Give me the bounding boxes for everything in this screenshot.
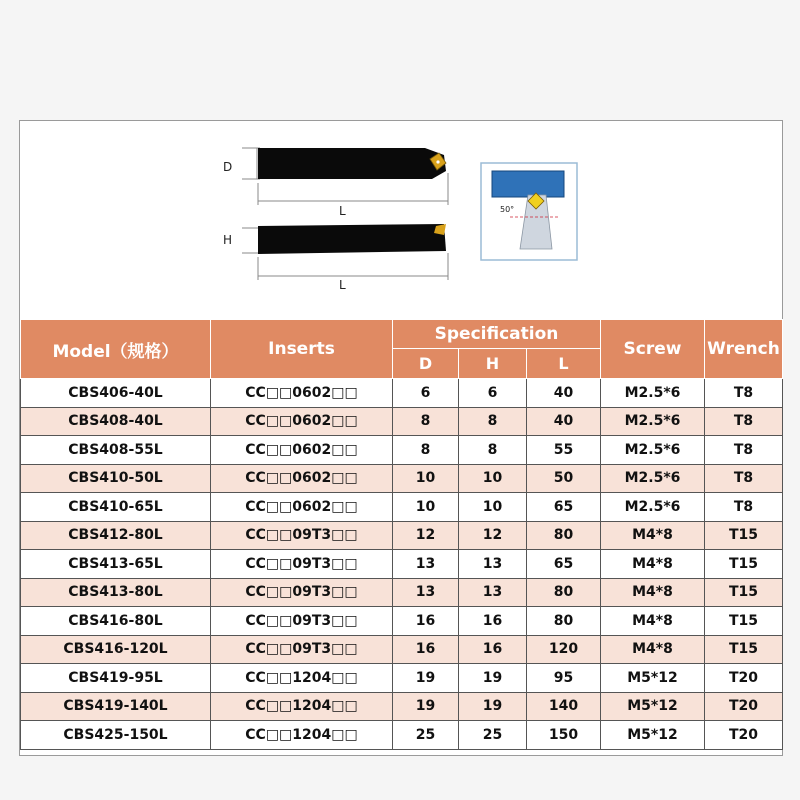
tool-drawing — [20, 121, 782, 319]
cell-insert: CC□□0602□□ — [211, 407, 393, 436]
cell-d: 10 — [393, 464, 459, 493]
cell-insert: CC□□09T3□□ — [211, 521, 393, 550]
cell-l: 40 — [527, 407, 601, 436]
cell-h: 8 — [459, 436, 527, 465]
cell-model: CBS416-80L — [21, 607, 211, 636]
cell-l: 80 — [527, 607, 601, 636]
cell-h: 12 — [459, 521, 527, 550]
cell-screw: M5*12 — [601, 692, 705, 721]
cell-insert: CC□□0602□□ — [211, 464, 393, 493]
header-inserts: Inserts — [211, 320, 393, 379]
cell-d: 6 — [393, 379, 459, 408]
cell-screw: M4*8 — [601, 550, 705, 579]
cell-insert: CC□□0602□□ — [211, 493, 393, 522]
table-row — [21, 635, 783, 664]
cell-h: 6 — [459, 379, 527, 408]
header-wrench: Wrench — [705, 320, 783, 379]
cell-screw: M2.5*6 — [601, 493, 705, 522]
header-specification: Specification — [393, 320, 601, 349]
table-row — [21, 493, 783, 522]
cell-wrench: T20 — [705, 664, 783, 693]
dimension-d-label: D — [223, 160, 233, 174]
cell-h: 25 — [459, 721, 527, 750]
cell-d: 12 — [393, 521, 459, 550]
cell-h: 19 — [459, 692, 527, 721]
cell-model: CBS413-80L — [21, 578, 211, 607]
cell-h: 13 — [459, 578, 527, 607]
cell-l: 50 — [527, 464, 601, 493]
cell-d: 16 — [393, 607, 459, 636]
cell-model: CBS419-95L — [21, 664, 211, 693]
cell-d: 16 — [393, 635, 459, 664]
cell-screw: M2.5*6 — [601, 436, 705, 465]
cell-insert: CC□□0602□□ — [211, 436, 393, 465]
cell-d: 10 — [393, 493, 459, 522]
cell-wrench: T8 — [705, 407, 783, 436]
header-d: D — [393, 349, 459, 379]
cell-wrench: T8 — [705, 436, 783, 465]
table-row — [21, 664, 783, 693]
cell-insert: CC□□09T3□□ — [211, 607, 393, 636]
cell-insert: CC□□1204□□ — [211, 664, 393, 693]
cell-insert: CC□□09T3□□ — [211, 550, 393, 579]
cell-d: 19 — [393, 664, 459, 693]
cell-model: CBS408-55L — [21, 436, 211, 465]
dimension-l-bottom-label: L — [339, 278, 346, 292]
cell-model: CBS425-150L — [21, 721, 211, 750]
cell-d: 19 — [393, 692, 459, 721]
cell-h: 19 — [459, 664, 527, 693]
holder-side-view — [242, 224, 448, 280]
boring-detail-diagram — [481, 163, 577, 260]
cell-wrench: T15 — [705, 550, 783, 579]
cell-insert: CC□□09T3□□ — [211, 635, 393, 664]
cell-screw: M4*8 — [601, 607, 705, 636]
cell-h: 16 — [459, 607, 527, 636]
cell-model: CBS408-40L — [21, 407, 211, 436]
cell-model: CBS412-80L — [21, 521, 211, 550]
cell-wrench: T20 — [705, 692, 783, 721]
cell-d: 13 — [393, 550, 459, 579]
cell-screw: M5*12 — [601, 721, 705, 750]
cell-insert: CC□□1204□□ — [211, 692, 393, 721]
cell-screw: M4*8 — [601, 521, 705, 550]
table-row — [21, 521, 783, 550]
angle-label: 50° — [500, 205, 515, 214]
cell-screw: M5*12 — [601, 664, 705, 693]
table-row — [21, 379, 783, 408]
cell-h: 8 — [459, 407, 527, 436]
cell-model: CBS410-65L — [21, 493, 211, 522]
dimension-h-label: H — [223, 233, 233, 247]
dimension-l-top-label: L — [339, 204, 346, 218]
header-h: H — [459, 349, 527, 379]
cell-l: 80 — [527, 578, 601, 607]
cell-wrench: T15 — [705, 635, 783, 664]
cell-wrench: T20 — [705, 721, 783, 750]
table-row — [21, 578, 783, 607]
cell-screw: M4*8 — [601, 578, 705, 607]
cell-h: 16 — [459, 635, 527, 664]
cell-d: 8 — [393, 407, 459, 436]
cell-wrench: T15 — [705, 578, 783, 607]
cell-l: 65 — [527, 550, 601, 579]
header-l: L — [527, 349, 601, 379]
table-row — [21, 464, 783, 493]
table-row — [21, 407, 783, 436]
cell-l: 80 — [527, 521, 601, 550]
spec-table — [20, 319, 783, 750]
table-row — [21, 692, 783, 721]
cell-insert: CC□□09T3□□ — [211, 578, 393, 607]
cell-insert: CC□□1204□□ — [211, 721, 393, 750]
cell-l: 140 — [527, 692, 601, 721]
cell-screw: M2.5*6 — [601, 379, 705, 408]
table-row — [21, 721, 783, 750]
cell-screw: M4*8 — [601, 635, 705, 664]
cell-model: CBS416-120L — [21, 635, 211, 664]
cell-model: CBS406-40L — [21, 379, 211, 408]
cell-l: 40 — [527, 379, 601, 408]
table-row — [21, 607, 783, 636]
cell-d: 13 — [393, 578, 459, 607]
cell-h: 10 — [459, 493, 527, 522]
cell-l: 95 — [527, 664, 601, 693]
header-screw: Screw — [601, 320, 705, 379]
cell-screw: M2.5*6 — [601, 407, 705, 436]
cell-screw: M2.5*6 — [601, 464, 705, 493]
cell-wrench: T15 — [705, 521, 783, 550]
cell-d: 8 — [393, 436, 459, 465]
cell-d: 25 — [393, 721, 459, 750]
cell-h: 13 — [459, 550, 527, 579]
cell-l: 65 — [527, 493, 601, 522]
cell-wrench: T15 — [705, 607, 783, 636]
cell-wrench: T8 — [705, 493, 783, 522]
cell-wrench: T8 — [705, 464, 783, 493]
cell-wrench: T8 — [705, 379, 783, 408]
cell-l: 150 — [527, 721, 601, 750]
cell-model: CBS410-50L — [21, 464, 211, 493]
holder-top-view — [242, 148, 448, 205]
tool-drawing-svg — [20, 121, 782, 319]
cell-h: 10 — [459, 464, 527, 493]
cell-model: CBS419-140L — [21, 692, 211, 721]
table-row — [21, 550, 783, 579]
product-spec-card — [19, 120, 783, 756]
table-row — [21, 436, 783, 465]
cell-model: CBS413-65L — [21, 550, 211, 579]
cell-l: 55 — [527, 436, 601, 465]
cell-l: 120 — [527, 635, 601, 664]
header-model: Model（规格） — [21, 320, 211, 379]
cell-insert: CC□□0602□□ — [211, 379, 393, 408]
